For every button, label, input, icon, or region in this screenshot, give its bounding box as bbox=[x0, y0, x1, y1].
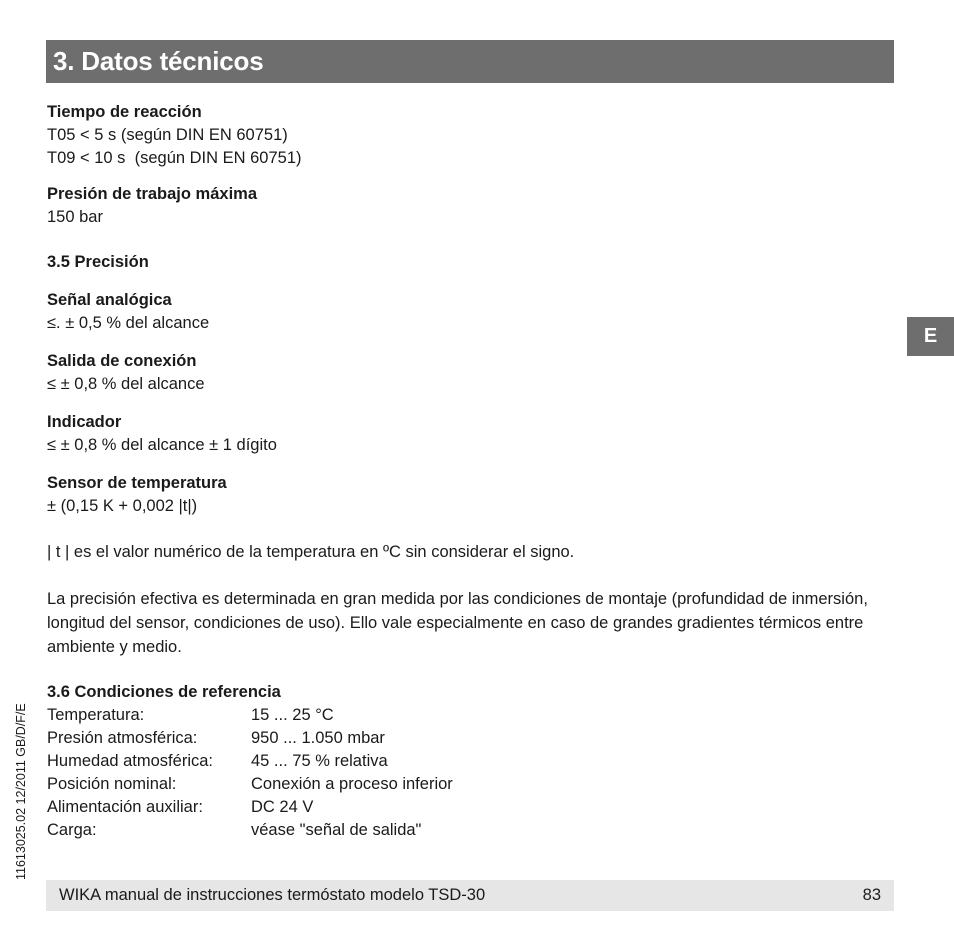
section-line: T09 < 10 s (según DIN EN 60751) bbox=[47, 149, 302, 167]
reference-label: Humedad atmosférica: bbox=[47, 752, 213, 770]
reference-title: 3.6 Condiciones de referencia bbox=[47, 683, 281, 701]
reference-table bbox=[47, 704, 453, 842]
reference-value: DC 24 V bbox=[251, 798, 314, 816]
document-code: 11613025.02 12/2011 GB/D/F/E bbox=[14, 703, 28, 880]
precision-item bbox=[47, 411, 877, 457]
section-line: T05 < 5 s (según DIN EN 60751) bbox=[47, 126, 288, 144]
section-max-pressure bbox=[47, 183, 877, 229]
precision-title: 3.5 Precisión bbox=[47, 253, 149, 271]
table-row bbox=[47, 750, 453, 773]
reference-label: Posición nominal: bbox=[47, 775, 177, 793]
precision-item-heading: Señal analógica bbox=[47, 291, 172, 309]
reference-value: 45 ... 75 % relativa bbox=[251, 752, 388, 770]
precision-item bbox=[47, 350, 877, 396]
reference-value: Conexión a proceso inferior bbox=[251, 775, 453, 793]
precision-item-value: ± (0,15 K + 0,002 |t|) bbox=[47, 497, 198, 515]
precision-item bbox=[47, 289, 877, 335]
precision-item-heading: Sensor de temperatura bbox=[47, 474, 227, 492]
page-content bbox=[47, 101, 877, 842]
table-row bbox=[47, 773, 453, 796]
language-tab bbox=[907, 317, 954, 356]
precision-note: | t | es el valor numérico de la temperatura en ºC sin considerar el signo. bbox=[47, 543, 575, 561]
section-heading: Presión de trabajo máxima bbox=[47, 185, 257, 203]
precision-item-value: ≤. ± 0,5 % del alcance bbox=[47, 314, 210, 332]
precision-item-heading: Salida de conexión bbox=[47, 352, 197, 370]
reference-value: véase "señal de salida" bbox=[251, 821, 422, 839]
precision-item-value: ≤ ± 0,8 % del alcance bbox=[47, 375, 205, 393]
page-footer bbox=[46, 880, 894, 911]
section-line: 150 bar bbox=[47, 208, 103, 226]
table-row bbox=[47, 727, 453, 750]
precision-paragraph: La precisión efectiva es determinada en gran medida por las condiciones de montaje (profundidad de inmersión, longitud del sensor, condiciones de uso). Ello vale especialmente en caso de grandes gradientes térmicos entre ambiente y medio. bbox=[47, 590, 868, 656]
language-tab-label: E bbox=[923, 325, 938, 347]
table-row bbox=[47, 796, 453, 819]
table-row bbox=[47, 704, 453, 727]
precision-item bbox=[47, 472, 877, 518]
precision-item-heading: Indicador bbox=[47, 413, 122, 431]
footer-text: WIKA manual de instrucciones termóstato modelo TSD-30 bbox=[59, 886, 486, 904]
reference-value: 950 ... 1.050 mbar bbox=[251, 729, 385, 747]
section-heading: Tiempo de reacción bbox=[47, 103, 202, 121]
reference-value: 15 ... 25 °C bbox=[251, 706, 334, 724]
section-reaction-time bbox=[47, 101, 877, 170]
table-row bbox=[47, 819, 453, 842]
precision-item-value: ≤ ± 0,8 % del alcance ± 1 dígito bbox=[47, 436, 277, 454]
reference-label: Alimentación auxiliar: bbox=[47, 798, 203, 816]
section-header bbox=[46, 40, 894, 83]
reference-label: Temperatura: bbox=[47, 706, 145, 724]
section-title: 3. Datos técnicos bbox=[53, 46, 264, 76]
reference-label: Presión atmosférica: bbox=[47, 729, 198, 747]
page-number: 83 bbox=[862, 886, 881, 904]
reference-label: Carga: bbox=[47, 821, 97, 839]
